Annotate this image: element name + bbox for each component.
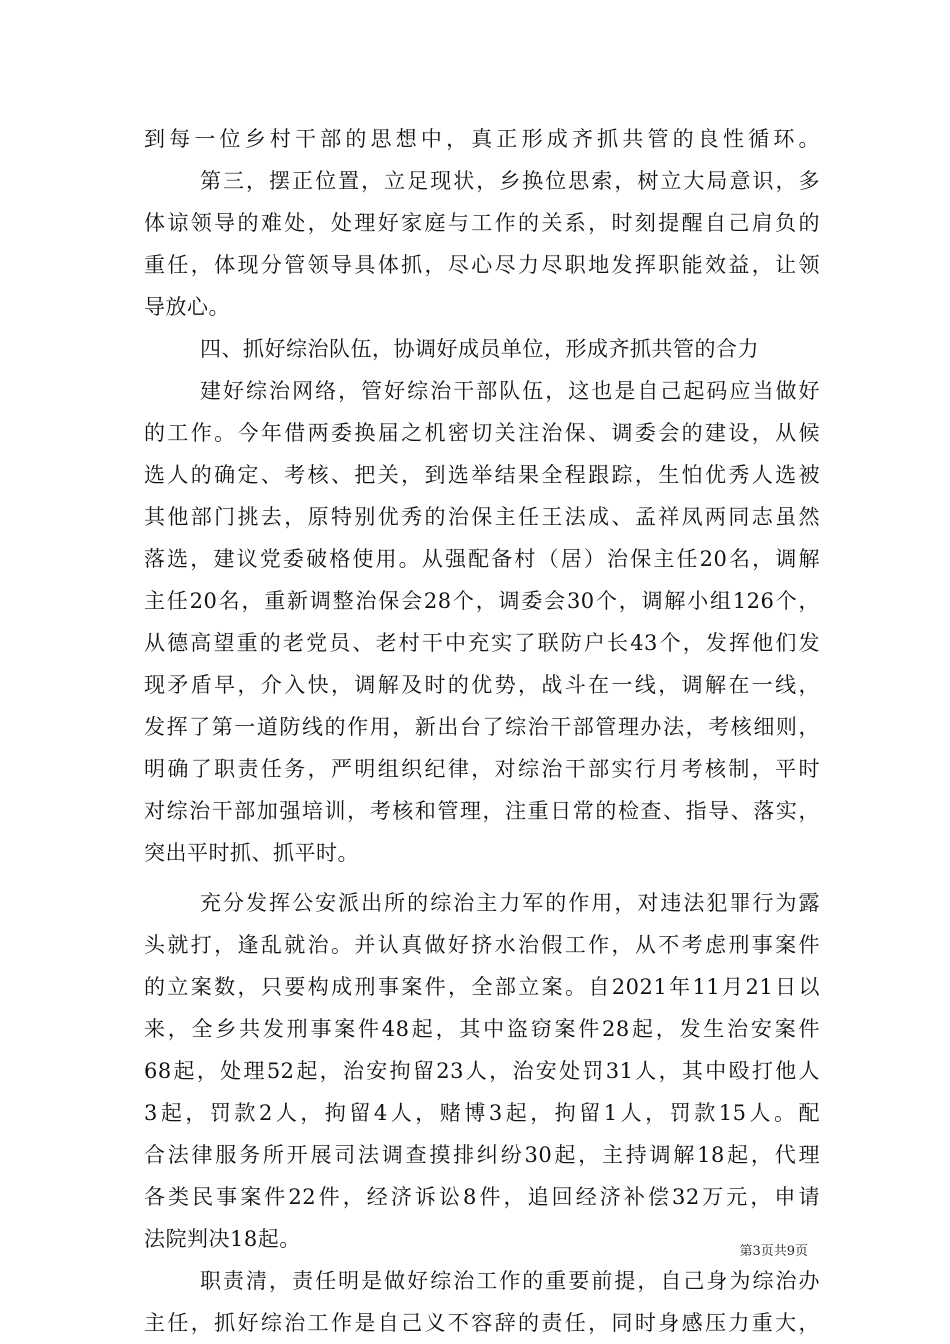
paragraph-line: 落选，建议党委破格使用。从强配备村（居）治保主任20名，调解 [144,547,820,571]
paragraph-line: 其他部门挑去，原特别优秀的治保主任王法成、孟祥凤两同志虽然 [144,505,820,529]
paragraph-line: 合法律服务所开展司法调查摸排纠纷30起，主持调解18起，代理 [144,1143,820,1167]
paragraph-line: 对综治干部加强培训，考核和管理，注重日常的检查、指导、落实， [144,799,820,823]
paragraph-line: 重任，体现分管领导具体抓，尽心尽力尽职地发挥职能效益，让领 [144,253,820,277]
paragraph-line: 各类民事案件22件，经济诉讼8件，追回经济补偿32万元，申请 [144,1185,820,1209]
paragraph-line: 充分发挥公安派出所的综治主力军的作用，对违法犯罪行为露 [200,891,820,915]
paragraph-line: 选人的确定、考核、把关，到选举结果全程跟踪，生怕优秀人选被 [144,463,820,487]
section-heading: 四、抓好综治队伍，协调好成员单位，形成齐抓共管的合力 [200,337,759,361]
paragraph-line: 来，全乡共发刑事案件48起，其中盗窃案件28起，发生治安案件 [144,1017,820,1041]
paragraph-line: 68起，处理52起，治安拘留23人，治安处罚31人，其中殴打他人 [144,1059,820,1083]
paragraph-line: 主任，抓好综治工作是自己义不容辞的责任，同时身感压力重大， [144,1311,820,1335]
paragraph-line: 第三，摆正位置，立足现状，乡换位思索，树立大局意识，多 [200,169,820,193]
paragraph-line: 导放心。 [144,295,230,319]
paragraph-line: 3起，罚款2人，拘留4人，赌博3起，拘留1人，罚款15人。配 [144,1101,820,1125]
paragraph-line: 明确了职责任务，严明组织纪律，对综治干部实行月考核制，平时 [144,757,820,781]
document-body [144,118,820,1344]
paragraph-line: 从德高望重的老党员、老村干中充实了联防户长43个，发挥他们发 [144,631,820,655]
page-number: 第3页共9页 [739,1244,808,1259]
paragraph-line: 头就打，逢乱就治。并认真做好挤水治假工作，从不考虑刑事案件 [144,933,820,957]
paragraph-line: 突出平时抓、抓平时。 [144,841,359,865]
paragraph-line: 到每一位乡村干部的思想中，真正形成齐抓共管的良性循环。 [144,127,820,151]
paragraph-line: 建好综治网络，管好综治干部队伍，这也是自己起码应当做好 [200,379,820,403]
paragraph-line: 的工作。今年借两委换届之机密切关注治保、调委会的建设，从候 [144,421,820,445]
paragraph-line: 体谅领导的难处，处理好家庭与工作的关系，时刻提醒自己肩负的 [144,211,820,235]
paragraph-line: 发挥了第一道防线的作用，新出台了综治干部管理办法，考核细则， [144,715,820,739]
paragraph-line: 的立案数，只要构成刑事案件，全部立案。自2021年11月21日以 [144,975,820,999]
paragraph-line: 职责清，责任明是做好综治工作的重要前提，自己身为综治办 [200,1269,820,1293]
paragraph-line: 主任20名，重新调整治保会28个，调委会30个，调解小组126个， [144,589,820,613]
paragraph-line: 现矛盾早，介入快，调解及时的优势，战斗在一线，调解在一线， [144,673,820,697]
paragraph-line: 法院判决18起。 [144,1227,301,1251]
